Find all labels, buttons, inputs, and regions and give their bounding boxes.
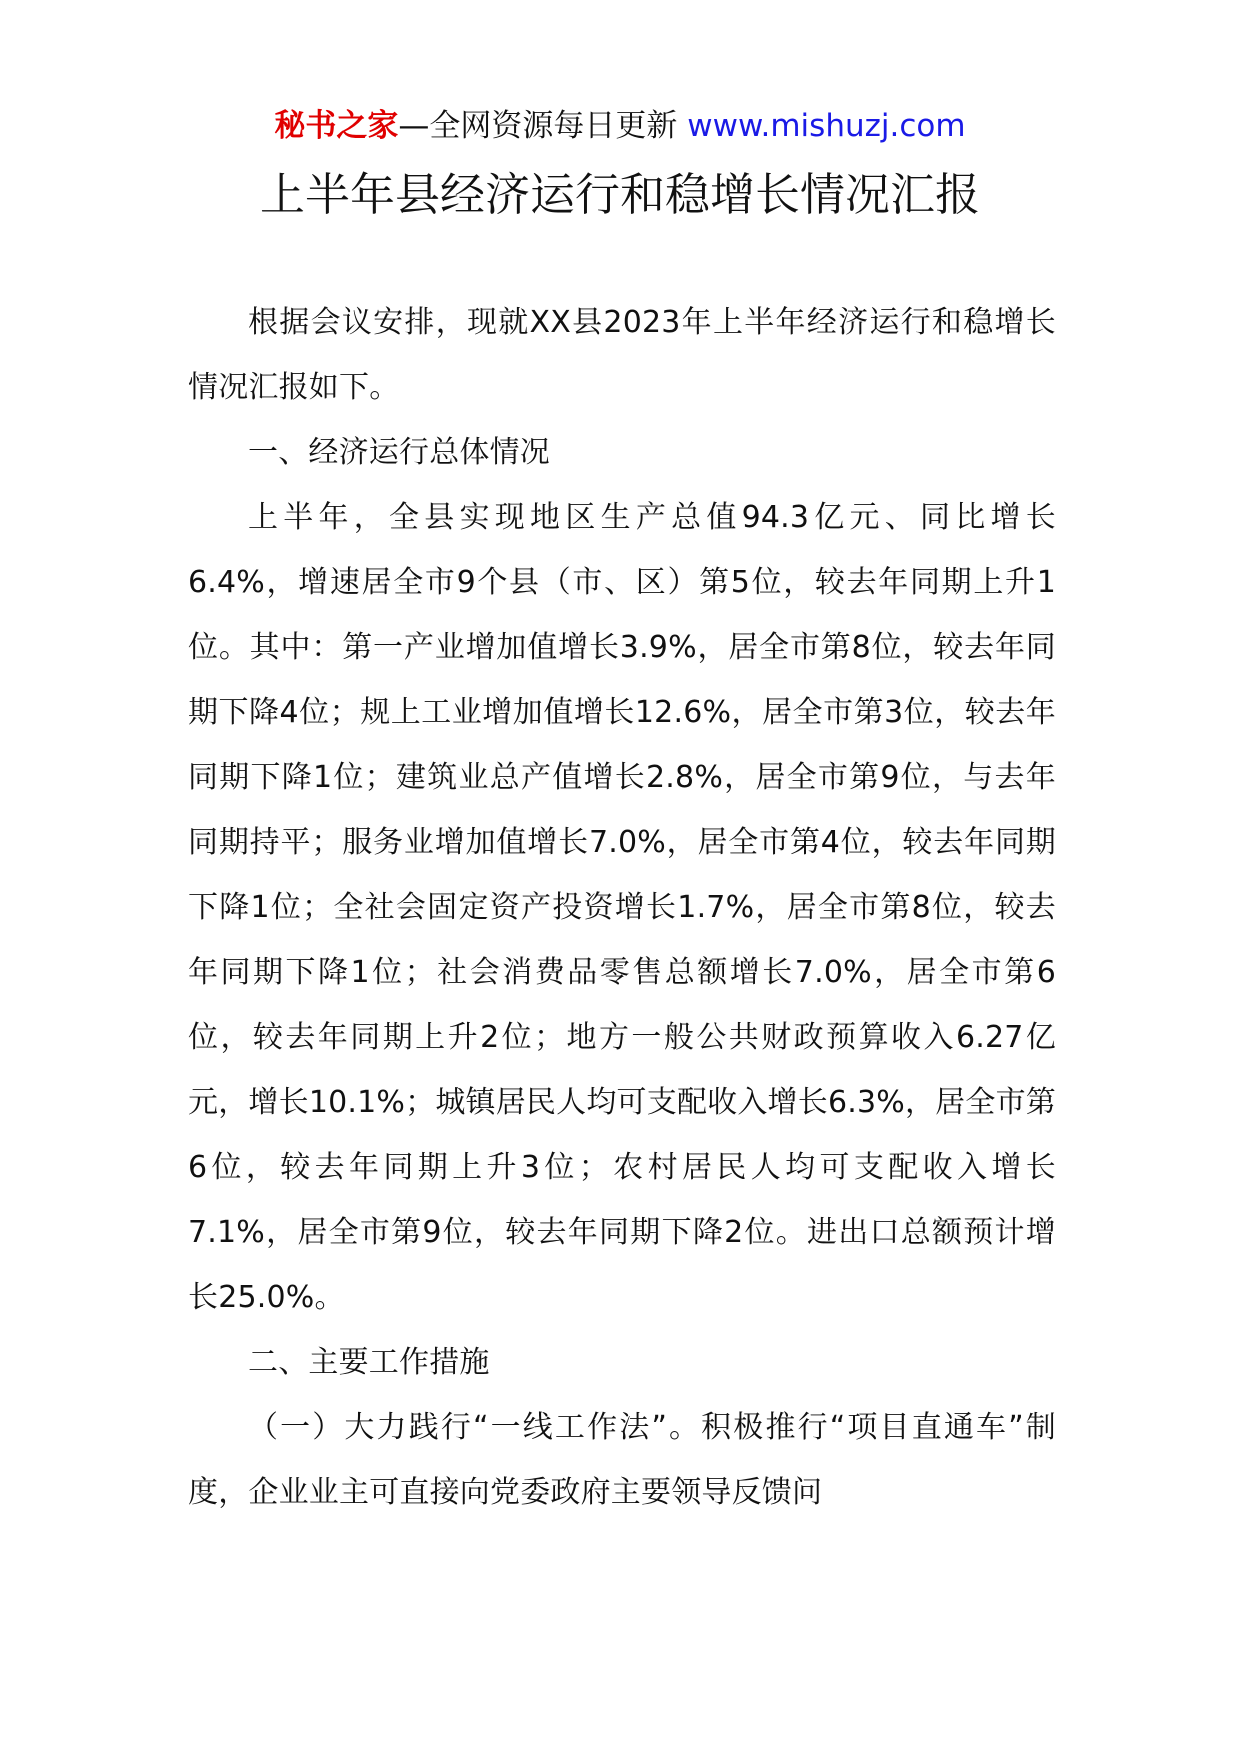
document-title: 上半年县经济运行和稳增长情况汇报: [259, 168, 980, 221]
site-tagline: —全网资源每日更新: [398, 108, 678, 144]
measure-paragraph-1: （一）大力践行“一线工作法”。积极推行“项目直通车”制度，企业业主可直接向党委政府主要领导反馈问: [188, 1410, 1056, 1510]
section-heading-2: 二、主要工作措施: [248, 1345, 490, 1380]
section-heading-1: 一、经济运行总体情况: [248, 435, 550, 470]
intro-paragraph: 根据会议安排，现就XX县2023年上半年经济运行和稳增长情况汇报如下。: [188, 305, 1056, 405]
site-brand: 秘书之家: [274, 108, 399, 144]
document-body: [188, 290, 1056, 1525]
site-url-link[interactable]: www.mishuzj.com: [687, 108, 966, 144]
site-header: [0, 104, 1240, 148]
economic-overview-paragraph: 上半年，全县实现地区生产总值94.3亿元、同比增长6.4%，增速居全市9个县（市、区）第5位，较去年同期上升1位。其中：第一产业增加值增长3.9%，居全市第8位，较去年同期下降4位；规上工业增加值增长12.6%，居全市第3位，较去年同期下降1位；建筑业总产值增长2.8%，居全市第9位，与去年同期持平；服务业增加值增长7.0%，居全市第4位，较去年同期下降1位；全社会固定资产投资增长1.7%，居全市第8位，较去年同期下降1位；社会消费品零售总额增长7.0%，居全市第6位，较去年同期上升2位；地方一般公共财政预算收入6.27亿元，增长10.1%；城镇居民人均可支配收入增长6.3%，居全市第6位，较去年同期上升3位；农村居民人均可支配收入增长7.1%，居全市第9位，较去年同期下降2位。进出口总额预计增长25.0%。: [188, 500, 1056, 1315]
